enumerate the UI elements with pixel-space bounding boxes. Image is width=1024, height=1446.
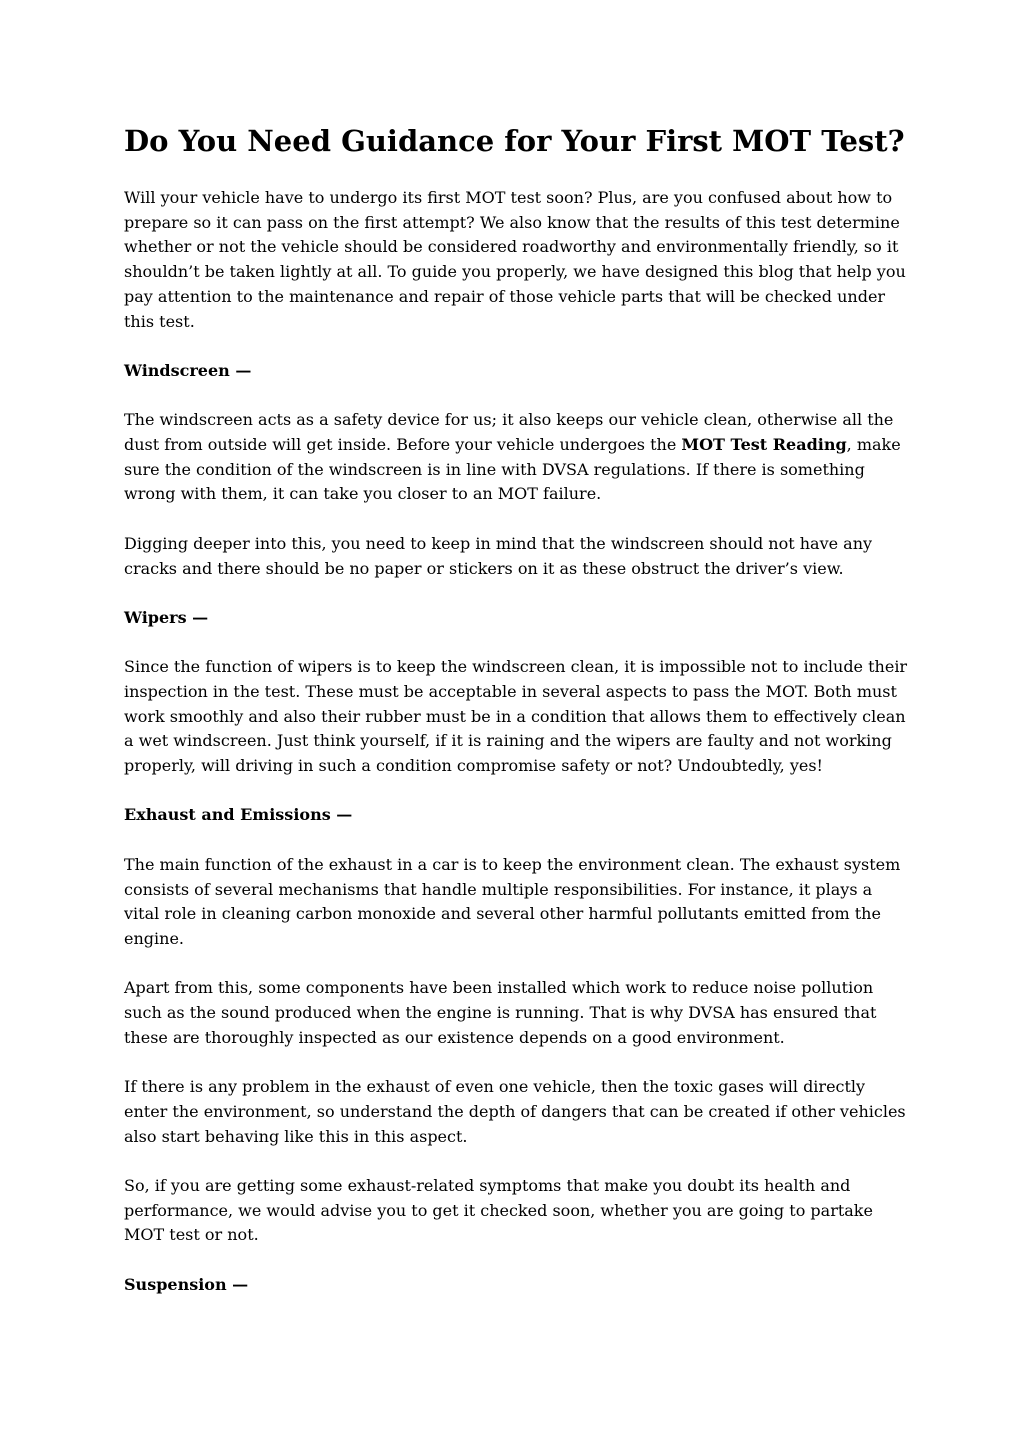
wipers-paragraph: Since the function of wipers is to keep the windscreen clean, it is impossible not to include their inspection in the test. These must be acceptable in several aspects to pass the MOT. Both must work smoothly and also their rubber must be in a condition that allows them to effectively clean a wet windscreen. Just think yourself, if it is raining and the wipers are faulty and not working properly, will driving in such a condition compromise safety or not? Undoubtedly, yes! (124, 657, 908, 776)
article-body (124, 186, 910, 1322)
page-title: Do You Need Guidance for Your First MOT Test? (124, 124, 905, 158)
exhaust-paragraph-1: The main function of the exhaust in a car is to keep the environment clean. The exhaust system consists of several mechanisms that handle multiple responsibilities. For instance, it plays a vital role in cleaning carbon monoxide and several other harmful pollutants emitted from the engine. (124, 854, 901, 948)
windscreen-text-before: The windscreen acts as a safety device for us; it also keeps our vehicle clean, otherwise all the dust from outside will get inside. Before your vehicle undergoes the (124, 410, 894, 454)
exhaust-paragraph-3: If there is any problem in the exhaust of even one vehicle, then the toxic gases will directly enter the environment, so understand the depth of dangers that can be created if other vehicles also start behaving like this in this aspect. (124, 1077, 906, 1146)
windscreen-paragraph-1 (124, 408, 910, 507)
exhaust-paragraph-2: Apart from this, some components have been installed which work to reduce noise pollution such as the sound produced when the engine is running. That is why DVSA has ensured that these are thoroughly inspected as our existence depends on a good environment. (124, 978, 877, 1047)
wipers-heading: Wipers — (124, 607, 209, 627)
windscreen-text-after: , make sure the condition of the windscreen is in line with DVSA regulations. If there is something wrong with them, it can take you closer to an MOT failure. (124, 435, 901, 504)
exhaust-paragraph-4: So, if you are getting some exhaust-related symptoms that make you doubt its health and performance, we would advise you to get it checked soon, whether you are going to partake MOT test or not. (124, 1175, 873, 1245)
exhaust-heading: Exhaust and Emissions — (124, 805, 353, 825)
suspension-heading: Suspension — (124, 1274, 249, 1294)
mot-test-reading-link-text: MOT Test Reading (681, 435, 847, 454)
windscreen-paragraph-2: Digging deeper into this, you need to keep in mind that the windscreen should not have any cracks and there should be no paper or stickers on it as these obstruct the driver’s view. (124, 533, 873, 578)
windscreen-heading: Windscreen — (124, 360, 252, 380)
intro-paragraph: Will your vehicle have to undergo its first MOT test soon? Plus, are you confused about how to prepare so it can pass on the first attempt? We also know that the results of this test determine whether or not the vehicle should be considered roadworthy and environmentally friendly, so it shouldn’t be taken lightly at all. To guide you properly, we have designed this blog that help you pay attention to the maintenance and repair of those vehicle parts that will be checked under this test. (124, 188, 906, 331)
